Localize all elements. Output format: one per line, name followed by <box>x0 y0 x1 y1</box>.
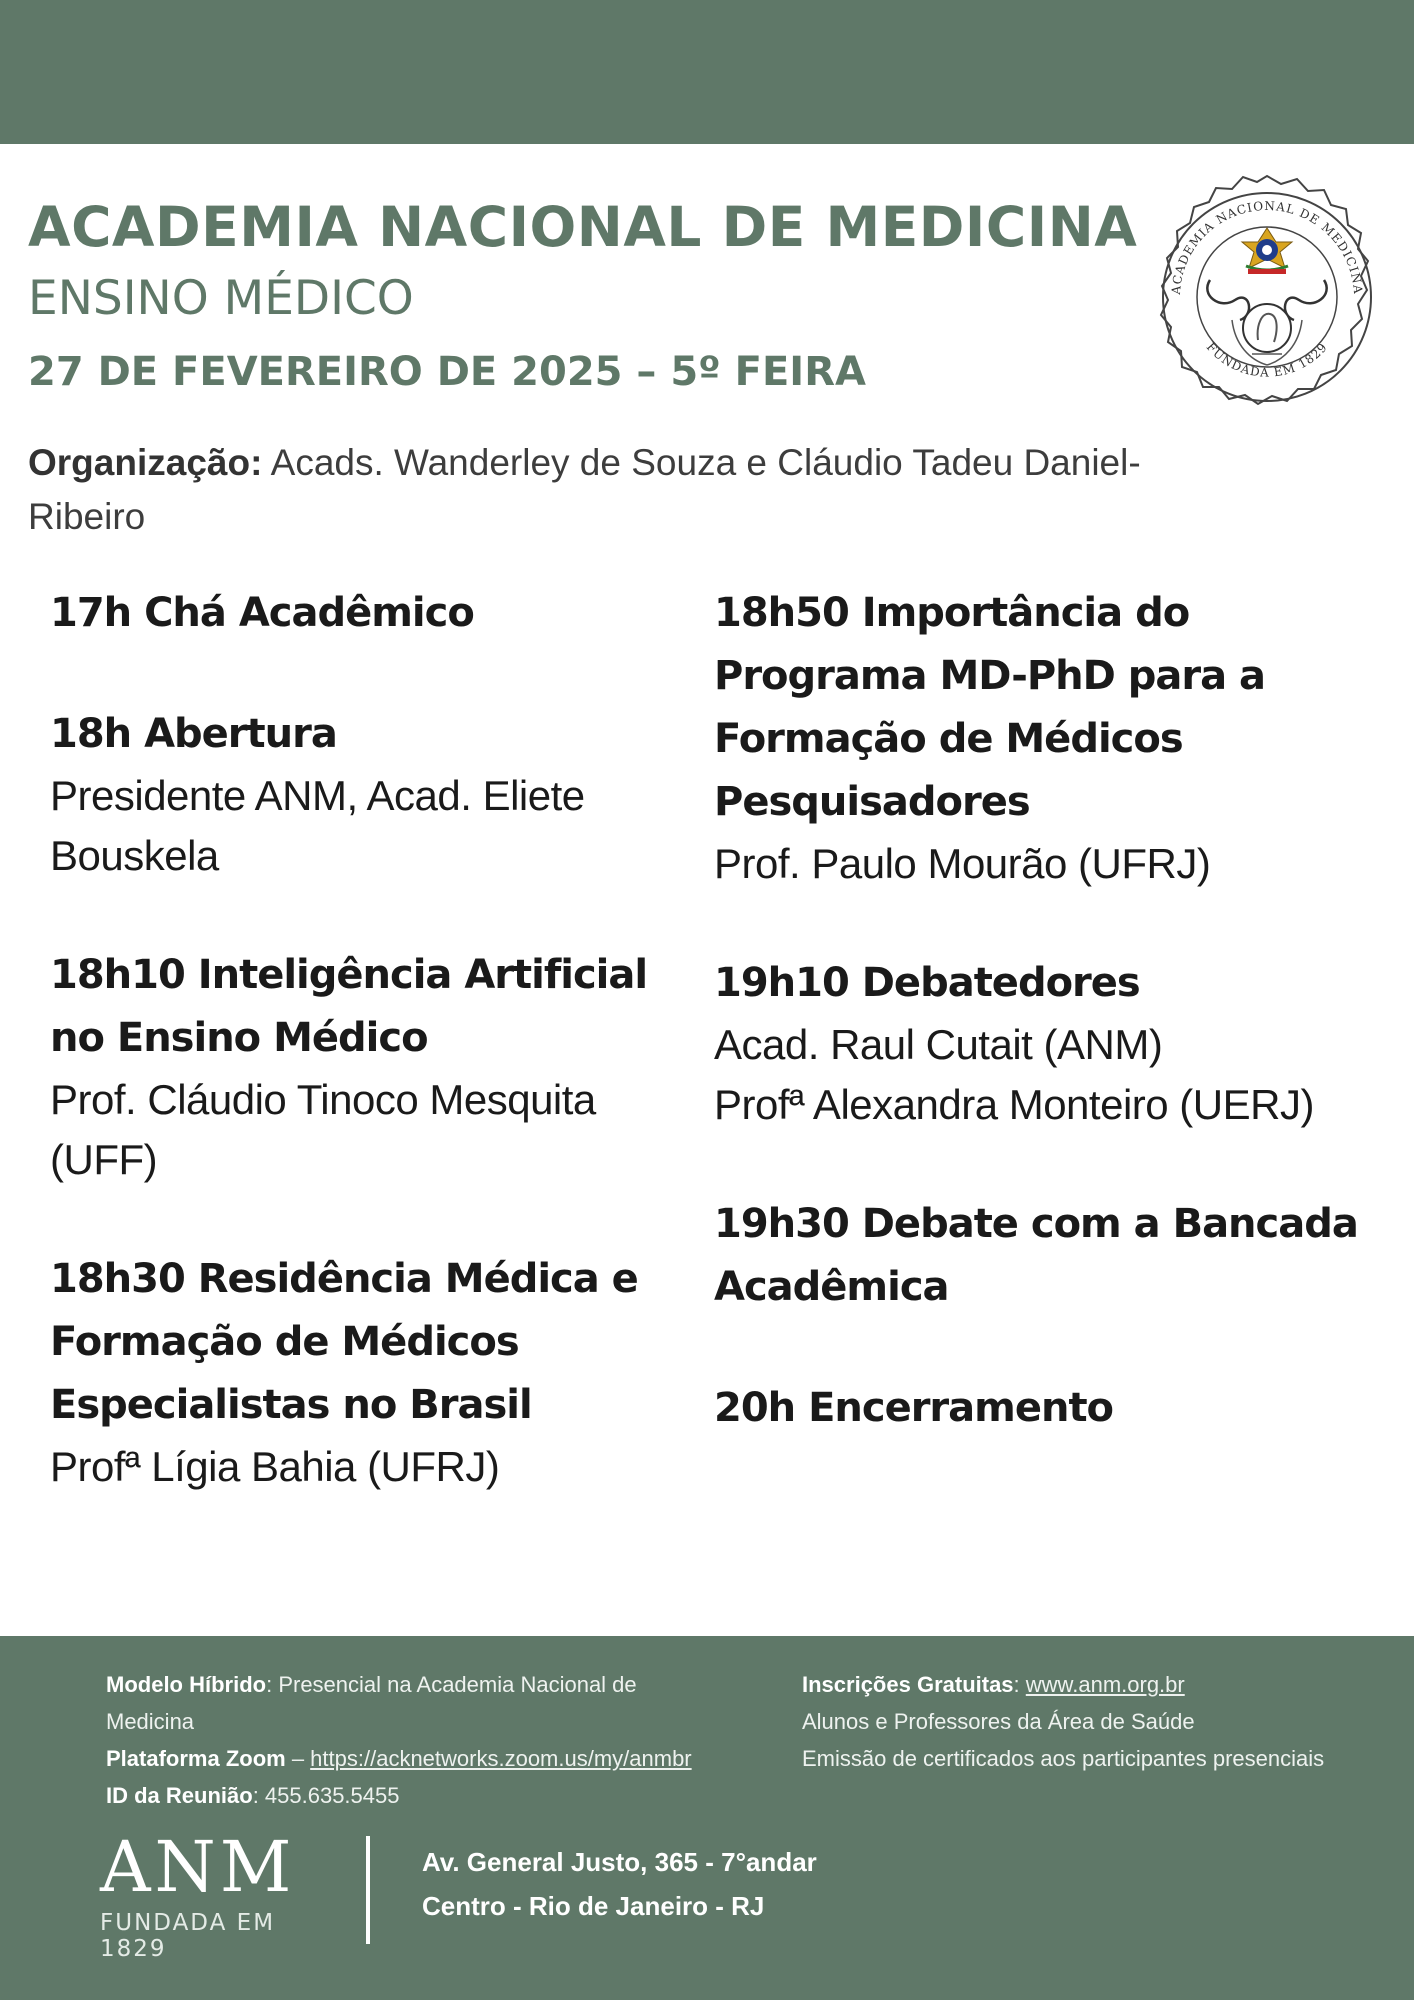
schedule-item-title: 17h Chá Acadêmico <box>50 590 474 636</box>
schedule-item-title: 18h50 Importância do Programa MD-PhD para a Formação de Médicos Pesquisadores <box>714 590 1266 825</box>
registration-label: Inscrições Gratuitas <box>802 1672 1014 1697</box>
registration-link[interactable]: www.anm.org.br <box>1025 1672 1185 1697</box>
top-banner <box>0 0 1414 144</box>
anm-footer-logo <box>100 1828 320 1962</box>
seal-bottom-text: FUNDADA EM 1829 <box>1203 339 1331 380</box>
schedule-item-title: 19h30 Debate com a Bancada Acadêmica <box>714 1201 1358 1310</box>
schedule-item-title: 20h Encerramento <box>714 1385 1114 1431</box>
anm-logo-founded: FUNDADA EM 1829 <box>100 1910 276 1962</box>
schedule-item-title: 19h10 Debatedores <box>714 960 1140 1006</box>
meeting-id-line <box>106 1777 726 1814</box>
registration-separator: : <box>1013 1672 1026 1697</box>
anm-logo-letters: ANM <box>100 1826 296 1908</box>
schedule-right-column <box>714 582 1374 1498</box>
zoom-separator: – <box>285 1746 311 1771</box>
schedule-item-speaker: Profª Alexandra Monteiro (UERJ) <box>714 1081 1314 1128</box>
header <box>28 190 1138 404</box>
registration-line <box>802 1666 1402 1703</box>
footer-divider <box>366 1836 370 1944</box>
schedule-item-speaker: Acad. Raul Cutait (ANM) <box>714 1021 1163 1068</box>
schedule-item <box>714 1193 1374 1319</box>
schedule-item <box>50 703 680 886</box>
schedule-item-speaker: Presidente ANM, Acad. Eliete Bouskela <box>50 772 585 879</box>
hybrid-model-line <box>106 1666 726 1740</box>
organization-line <box>28 436 1228 544</box>
footer <box>0 1636 1414 2000</box>
schedule-item-title: 18h Abertura <box>50 711 337 757</box>
organization-name: ACADEMIA NACIONAL DE MEDICINA <box>28 195 1138 259</box>
meeting-id-text: : 455.635.5455 <box>252 1783 400 1808</box>
schedule-item <box>50 582 680 645</box>
schedule-item <box>714 582 1374 894</box>
organization-text: Acads. Wanderley de Souza e Cláudio Tadeu Daniel-Ribeiro <box>28 442 1141 537</box>
audience-text: Alunos e Professores da Área de Saúde <box>802 1709 1195 1734</box>
address-line-2: Centro - Rio de Janeiro - RJ <box>422 1891 765 1921</box>
zoom-label: Plataforma Zoom <box>106 1746 286 1771</box>
hybrid-model-text: : Presencial na Academia Nacional de Medicina <box>106 1672 637 1734</box>
address-line-1: Av. General Justo, 365 - 7°andar <box>422 1847 817 1877</box>
certificates-text: Emissão de certificados aos participantes presenciais <box>802 1746 1325 1771</box>
schedule-item-title: 18h10 Inteligência Artificial no Ensino Médico <box>50 952 648 1061</box>
footer-access-info <box>106 1666 726 1814</box>
organization-label: Organização: <box>28 442 263 483</box>
hybrid-model-label: Modelo Híbrido <box>106 1672 267 1697</box>
schedule-left-column <box>50 582 680 1555</box>
zoom-link[interactable]: https://acknetworks.zoom.us/my/anmbr <box>310 1746 692 1771</box>
schedule-item-speaker: Prof. Paulo Mourão (UFRJ) <box>714 840 1211 887</box>
schedule-item-speaker: Prof. Cláudio Tinoco Mesquita (UFF) <box>50 1076 596 1183</box>
schedule-item <box>714 1377 1374 1440</box>
zoom-line <box>106 1740 726 1777</box>
anm-seal-logo <box>1140 170 1394 424</box>
seal-top-text: ACADEMIA NACIONAL DE MEDICINA <box>1168 198 1366 295</box>
schedule-item <box>50 944 680 1190</box>
event-title: ENSINO MÉDICO <box>28 271 414 326</box>
schedule-item-title: 18h30 Residência Médica e Formação de Médicos Especialistas no Brasil <box>50 1256 638 1428</box>
schedule-item <box>50 1248 680 1497</box>
event-date: 27 DE FEVEREIRO DE 2025 – 5º FEIRA <box>28 349 866 395</box>
schedule-item-speaker: Profª Lígia Bahia (UFRJ) <box>50 1443 500 1490</box>
address <box>422 1840 817 1928</box>
schedule-item <box>714 952 1374 1135</box>
meeting-id-label: ID da Reunião <box>106 1783 253 1808</box>
footer-registration-info <box>802 1666 1402 1777</box>
